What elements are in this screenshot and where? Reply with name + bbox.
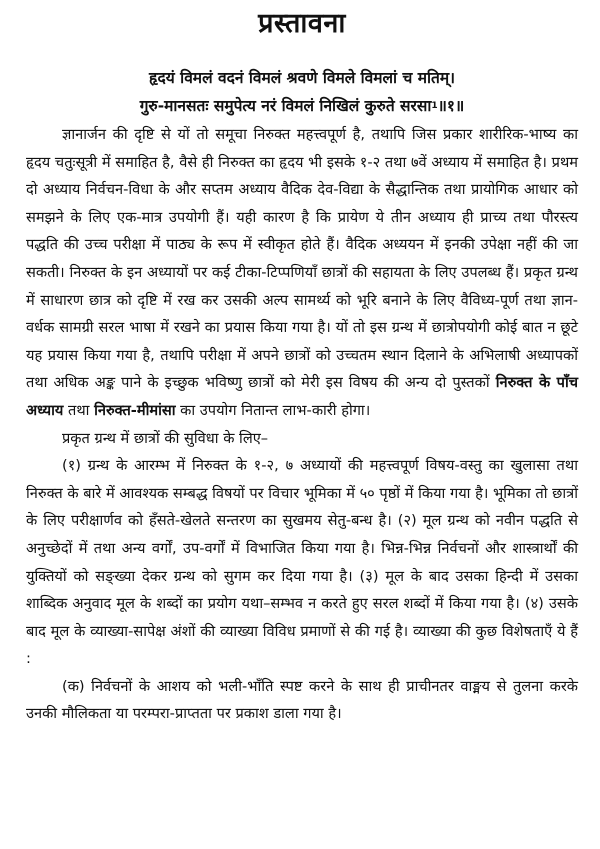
paragraph-intro-text-2: तथा [63, 401, 95, 419]
opening-verse [26, 64, 578, 120]
book-title-nirukta-mimamsa: निरुक्त-मीमांसा [94, 401, 176, 419]
paragraph-intro-text-3: का उपयोग नितान्त लाभ-कारी होगा। [175, 401, 371, 419]
paragraph-intro-text-1: ज्ञानार्जन की दृष्टि से यों तो समूचा निरुक्त महत्त्वपूर्ण है, तथापि जिस प्रकार शारीरिक-भाष्य का हृदय चतुःसूत्री में समाहित है, वैसे ही निरुक्त का हृदय भी इसके १-२ तथा ७वें अध्याय में समाहित है। प्रथम दो अध्याय निर्वचन-विधा के और सप्तम अध्याय वैदिक देव-विद्या के सैद्धान्तिक तथा प्रायोगिक आधार को समझने के लिए एक-मात्र उपयोगी हैं। यही कारण है कि प्रायेण ये तीन अध्याय ही प्राच्य तथा पौरस्त्य पद्धति की उच्च परीक्षा में पाठ्य के रूप में स्वीकृत होते हैं। वैदिक अध्ययन में इनकी उपेक्षा नहीं की जा सकती। निरुक्त के इन अध्यायों पर कई टीका-टिप्पणियाँ छात्रों की सहायता के लिए उपलब्ध हैं। प्रकृत ग्रन्थ में साधारण छात्र को दृष्टि में रख कर उसकी अल्प सामर्थ्य को भूरि बनाने के लिए वैविध्य-पूर्ण तथा ज्ञान-वर्धक सामग्री सरल भाषा में रखने का प्रयास किया गया है। यों तो इस ग्रन्थ में छात्रोपयोगी कोई बात न छूटे यह प्रयास किया गया है, तथापि परीक्षा में अपने छात्रों को उच्चतम स्थान दिलाने के अभिलाषी अध्यापकों तथा अधिक अङ्क पाने के इच्छुक भविष्णु छात्रों को मेरी इस विषय की अन्य दो पुस्तकों [26, 126, 578, 392]
verse-number: ॥१॥ [437, 97, 465, 115]
paragraph-facilities-lead: प्रकृत ग्रन्थ में छात्रों की सुविधा के लिए– [62, 429, 269, 447]
verse-line-2 [26, 92, 578, 120]
footnote-marker: 1 [431, 101, 438, 111]
paragraph-facilities-list: (१) ग्रन्थ के आरम्भ में निरुक्त के १-२, ७ अध्यायों की महत्त्वपूर्ण विषय-वस्तु का खुलासा तथा निरुक्त के बारे में आवश्यक सम्बद्ध विषयों पर विचार भूमिका में ५० पृष्ठों में किया गया है। भूमिका तो छात्रों के लिए परीक्षार्णव को हँसते-खेलते सन्तरण का सुखमय सेतु-बन्ध है। (२) मूल ग्रन्थ को नवीन पद्धति से अनुच्छेदों में तथा अन्य वर्गों, उप-वर्गों में विभाजित किया गया है। भिन्न-भिन्न निर्वचनों और शास्त्रार्थों की युक्तियों को सङ्ख्या देकर ग्रन्थ को सुगम कर दिया गया है। (३) मूल के बाद उसका हिन्दी में उसका शाब्दिक अनुवाद मूल के शब्दों का प्रयोग यथा–सम्भव न करते हुए सरल शब्दों में किया गया है। (४) उसके बाद मूल के व्याख्या-सापेक्ष अंशों की व्याख्या विविध प्रमाणों से की गई है। व्याख्या की कुछ विशेषताएँ ये हैं : [26, 457, 578, 668]
paragraph-intro [26, 121, 578, 425]
book-title-nirukta-panch-adhyay: निरुक्त के पाँच अध्याय [26, 374, 579, 419]
verse-line-1: हृदयं विमलं वदनं विमलं श्रवणे विमले विमलां च मतिम्। [149, 69, 455, 87]
paragraph-feature-ka: (क) निर्वचनों के आशय को भली-भाँति स्पष्ट करने के साथ ही प्राचीनतर वाङ्मय से तुलना करके उनकी मौलिकता या परम्परा-प्राप्तता पर प्रकाश डाला गया है। [26, 677, 578, 723]
verse-line-2-text: गुरु-मानसतः समुपेत्य नरं विमलं निखिलं कुरुते सरसा [139, 97, 432, 115]
page-title: प्रस्तावना [258, 8, 346, 39]
